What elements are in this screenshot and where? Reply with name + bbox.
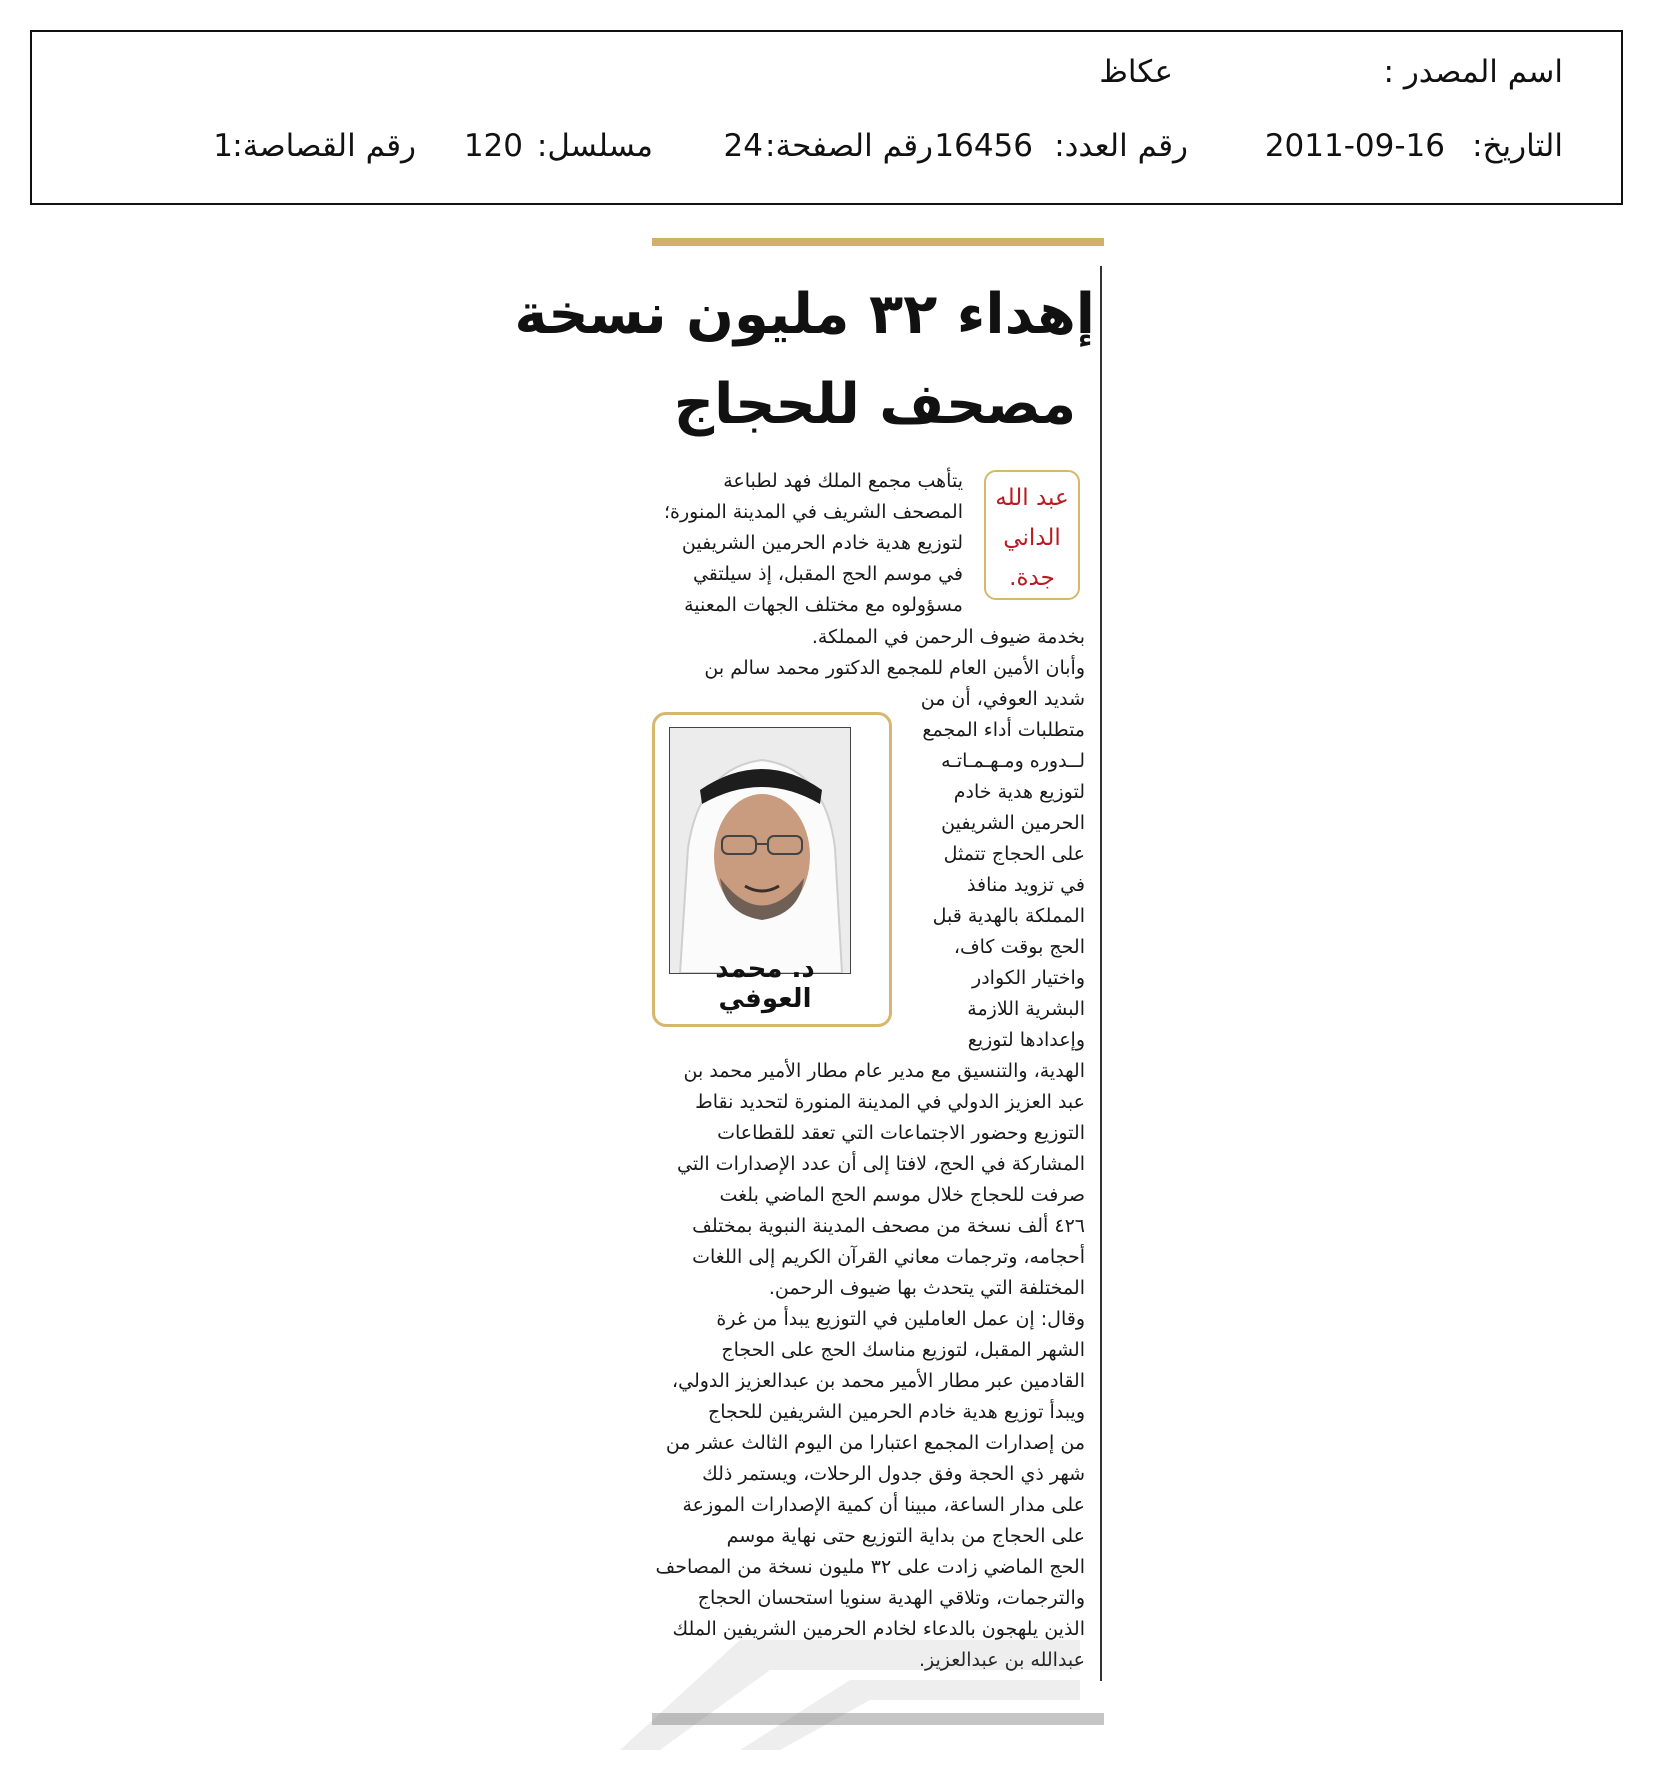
body-line: أحجامه، وترجمات معاني القرآن الكريم إلى اللغات: [692, 1246, 1085, 1268]
body-line: ٤٢٦ ألف نسخة من مصحف المدينة النبوية بمختلف: [692, 1215, 1085, 1237]
source-label: اسم المصدر :: [1383, 54, 1563, 90]
body-line: ويبدأ توزيع هدية خادم الحرمين الشريفين للحجاج: [707, 1401, 1085, 1423]
page-value: 24: [723, 128, 763, 164]
body-line: الحرمين الشريفين: [941, 812, 1085, 834]
body-line: متطلبات أداء المجمع: [922, 719, 1085, 741]
body-line: وقال: إن عمل العاملين في التوزيع يبدأ من غرة: [716, 1308, 1085, 1330]
source-row: [83, 54, 1563, 94]
details-row: [83, 128, 1563, 168]
body-line: وإعدادها لتوزيع: [967, 1029, 1085, 1051]
body-line: يتأهب مجمع الملك فهد لطباعة: [723, 470, 963, 492]
body-line: الهدية، والتنسيق مع مدير عام مطار الأمير محمد بن: [683, 1060, 1085, 1082]
body-line: لتوزيع هدية خادم الحرمين الشريفين: [681, 532, 963, 554]
body-line: شديد العوفي، أن من: [920, 688, 1085, 710]
body-line: وأبان الأمين العام للمجمع الدكتور محمد سالم بن: [704, 657, 1085, 679]
date-label: التاريخ:: [1472, 128, 1563, 164]
byline-name-2: الداني: [1003, 525, 1061, 551]
clip-value: 1: [213, 128, 233, 164]
body-line: في موسم الحج المقبل، إذ سيلتقي: [692, 563, 963, 585]
body-line: شهر ذي الحجة وفق جدول الرحلات، ويستمر ذلك: [702, 1463, 1085, 1485]
body-line: على مدار الساعة، مبينا أن كمية الإصدارات الموزعة: [682, 1494, 1085, 1516]
body-line: المملكة بالهدية قبل: [932, 905, 1085, 927]
photo-frame: [652, 712, 892, 1027]
body-line: في تزويد منافذ: [967, 874, 1085, 896]
body-line: والترجمات، وتلاقي الهدية سنويا استحسان الحجاج: [697, 1587, 1085, 1609]
body-line: بخدمة ضيوف الرحمن في المملكة.: [811, 626, 1085, 648]
byline-city: جدة.: [1009, 565, 1055, 591]
headline-line-2: مصحف للحجاج: [673, 372, 1077, 437]
serial-value: 120: [463, 128, 523, 164]
article-bottom-rule: [652, 1713, 1104, 1725]
body-line: عبدالله بن عبدالعزيز.: [919, 1649, 1085, 1671]
issue-value: 16456: [934, 128, 1033, 164]
serial-label: مسلسل:: [536, 128, 653, 164]
headline-line-1: إهداء ٣٢ مليون نسخة: [514, 282, 1095, 347]
body-line: المصحف الشريف في المدينة المنورة؛: [664, 501, 963, 523]
photo-caption: د. محمد العوفي: [715, 954, 815, 1014]
body-line: على الحجاج من بداية التوزيع حتى نهاية موسم: [726, 1525, 1085, 1547]
body-line: مسؤولوه مع مختلف الجهات المعنية: [684, 594, 963, 616]
body-line: المشاركة في الحج، لافتا إلى أن عدد الإصدارات التي: [677, 1153, 1085, 1175]
body-line: لتوزيع هدية خادم: [953, 781, 1085, 803]
date-value: 2011-09-16: [1264, 128, 1445, 164]
body-line: الذين يلهجون بالدعاء لخادم الحرمين الشريفين الملك: [672, 1618, 1085, 1640]
byline-box: [984, 470, 1080, 600]
byline-name-1: عبد الله: [995, 485, 1069, 511]
article-side-rule: [1100, 266, 1102, 1681]
body-line: البشرية اللازمة: [967, 998, 1085, 1020]
source-value: عكاظ: [1099, 54, 1173, 90]
body-line: من إصدارات المجمع اعتبارا من اليوم الثالث عشر من: [665, 1432, 1085, 1454]
page-label: رقم الصفحة:: [765, 128, 933, 164]
body-line: المختلفة التي يتحدث بها ضيوف الرحمن.: [768, 1277, 1085, 1299]
clip-label: رقم القصاصة:: [232, 128, 416, 164]
body-line: التوزيع وحضور الاجتماعات التي تعقد للقطاعات: [717, 1122, 1085, 1144]
body-line: الحج الماضي زادت على ٣٢ مليون نسخة من المصاحف: [655, 1556, 1085, 1578]
clipping-metadata-box: [30, 30, 1623, 205]
portrait-illustration: [670, 728, 850, 973]
body-line: الشهر المقبل، لتوزيع مناسك الحج على الحجاج: [721, 1339, 1085, 1361]
body-line: واختيار الكوادر: [972, 967, 1085, 989]
body-line: القادمين عبر مطار الأمير محمد بن عبدالعزيز الدولي،: [671, 1370, 1085, 1392]
body-line: لــدوره ومـهـمـاتـه: [941, 750, 1085, 772]
body-line: عبد العزيز الدولي في المدينة المنورة لتحديد نقاط: [695, 1091, 1085, 1113]
issue-label: رقم العدد:: [1054, 128, 1188, 164]
body-line: الحج بوقت كاف،: [953, 936, 1085, 958]
body-line: صرفت للحجاج خلال موسم الحج الماضي بلغت: [719, 1184, 1085, 1206]
body-line: على الحجاج تتمثل: [943, 843, 1085, 865]
portrait-photo: [669, 727, 851, 974]
article-top-rule: [652, 238, 1104, 246]
